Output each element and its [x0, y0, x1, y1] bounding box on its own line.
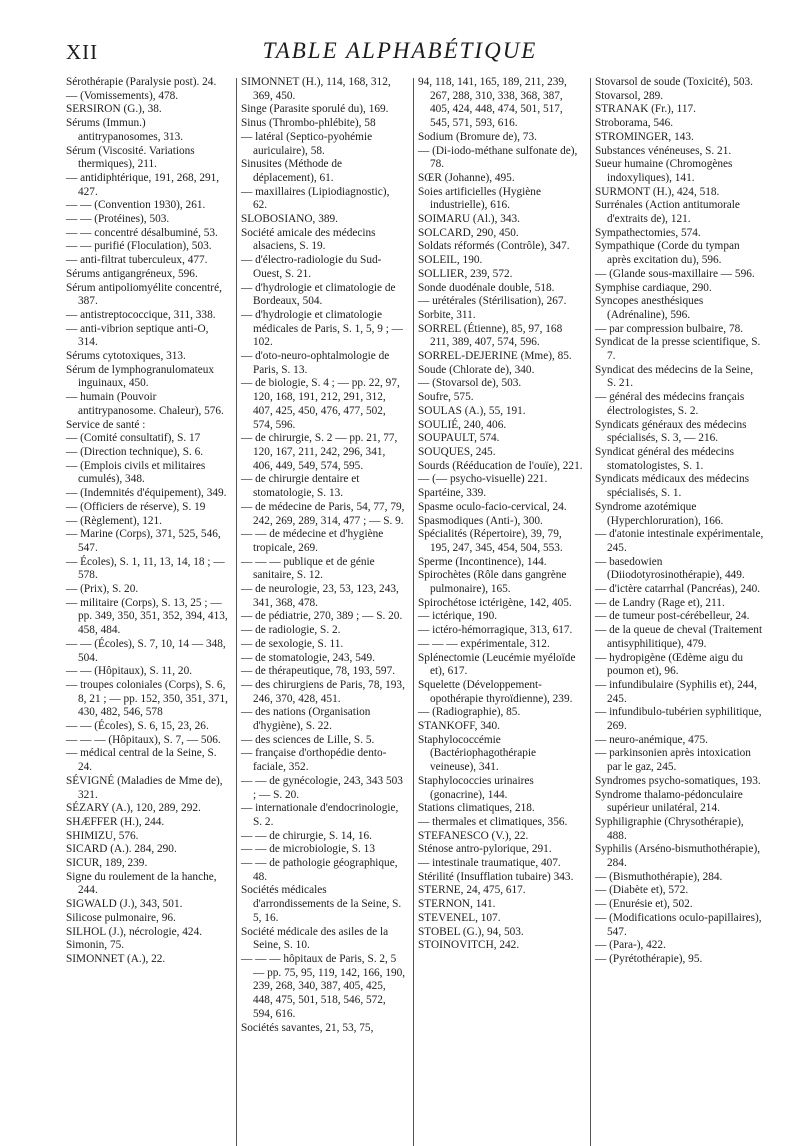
index-entry: — d'atonie intestinale expérimentale, 245.	[595, 528, 764, 554]
index-entry: Sténose antro-pylorique, 291.	[418, 843, 552, 856]
index-entry: Soldats réformés (Contrôle), 347.	[418, 240, 570, 253]
index-entry: — urétérales (Stérilisation), 267.	[418, 295, 567, 308]
index-entry: Soufre, 575.	[418, 391, 474, 404]
index-entry: — — de gynécologie, 243, 343 503 ; — S. 20.	[241, 774, 403, 801]
index-entry: Sourds (Rééducation de l'ouïe), 221.	[418, 459, 583, 472]
index-entry: — (Para-), 422.	[595, 939, 666, 952]
index-entry: — des chirurgiens de Paris, 78, 193, 246, 370, 428, 451.	[241, 678, 405, 705]
index-entry: Silicose pulmonaire, 96.	[66, 911, 176, 924]
index-entry: SIMONNET (H.), 114, 168, 312, 369, 450.	[241, 76, 391, 102]
index-entry: Syndicats médicaux des médecins spécialisés, S. 1.	[595, 473, 750, 500]
index-entry: Symphise cardiaque, 290.	[595, 281, 712, 294]
index-entry: Syncopes anesthésiques (Adrénaline), 596.	[595, 295, 704, 321]
index-entry: Sinusites (Méthode de déplacement), 61.	[241, 158, 343, 184]
index-entry: Stérilité (Insufflation tubaire) 343.	[418, 870, 574, 883]
index-entry: Signe du roulement de la hanche, 244.	[66, 870, 217, 897]
index-entry: Stroborama, 546.	[595, 117, 674, 130]
index-entry: Sérum (Viscosité. Variations thermiques), 211.	[66, 144, 195, 171]
index-entry: Sérothérapie (Paralysie post). 24.	[66, 76, 217, 88]
index-entry: SOUQUES, 245.	[418, 445, 496, 458]
index-entry: 94, 118, 141, 165, 189, 211, 239, 267, 288, 310, 338, 368, 387, 405, 424, 448, 474, 501, 517, 545, 571, 593, 616.	[418, 76, 567, 130]
index-entry: — infundibulaire (Syphilis et), 244, 245.	[595, 678, 757, 705]
index-entry: Syndromes psycho-somatiques, 193.	[595, 774, 761, 787]
index-entry: — (Modifications oculo-papillaires), 547.	[595, 911, 762, 938]
index-entry: — de sexologie, S. 11.	[241, 637, 344, 650]
index-entry: — basedowien (Diiodotyrosinothérapie), 449.	[595, 555, 745, 582]
index-entry: Sociétés médicales d'arrondissements de la Seine, S. 5, 16.	[241, 884, 402, 924]
index-entry: — ictérique, 190.	[418, 610, 498, 623]
index-entry: — (Diabète et), 572.	[595, 884, 689, 897]
index-entry: Splénectomie (Leucémie myéloïde et), 617.	[418, 651, 576, 678]
index-entry: — (Direction technique), S. 6.	[66, 445, 204, 458]
index-entry: — — — publique et de génie sanitaire, S. 12.	[241, 555, 375, 582]
index-entry: — de biologie, S. 4 ; — pp. 22, 97, 120, 168, 191, 212, 291, 312, 407, 425, 450, 476, 477, 502, 574, 596.	[241, 377, 400, 431]
index-entry: SHIMIZU, 576.	[66, 829, 139, 842]
index-entry: STERNON, 141.	[418, 898, 496, 911]
index-entry: — — concentré désalbuminé, 53.	[66, 226, 218, 239]
index-entry: Société médicale des asiles de la Seine, S. 10.	[241, 925, 389, 952]
index-entry: SURMONT (H.), 424, 518.	[595, 185, 720, 198]
index-entry: — — (Protéines), 503.	[66, 213, 170, 226]
index-entry: — de chirurgie, S. 2 — pp. 21, 77, 120, 167, 211, 242, 296, 341, 406, 449, 549, 574, 595.	[241, 432, 398, 472]
index-entry: SICARD (A.). 284, 290.	[66, 843, 177, 856]
index-entry: Sérums antigangréneux, 596.	[66, 267, 198, 280]
index-entry: SOLEIL, 190.	[418, 254, 483, 267]
index-entry: — anti-vibrion septique anti-O, 314.	[66, 322, 209, 349]
index-entry: SILHOL (J.), nécrologie, 424.	[66, 925, 203, 938]
index-column-2	[241, 76, 406, 1035]
index-entry: — d'électro-radiologie du Sud-Ouest, S. 21.	[241, 254, 382, 280]
index-entry: Société amicale des médecins alsaciens, S. 19.	[241, 226, 376, 253]
index-entry: — antidiphtérique, 191, 268, 291, 427.	[66, 171, 220, 198]
index-entry: — de stomatologie, 243, 549.	[241, 651, 375, 664]
index-entry: Soies artificielles (Hygiène industrielle), 616.	[418, 185, 541, 212]
index-entry: — de thérapeutique, 78, 193, 597.	[241, 665, 396, 678]
index-entry: Spasmodiques (Anti-), 300.	[418, 514, 543, 527]
index-entry: — — — expérimentale, 312.	[418, 637, 550, 650]
index-entry: Spirochètes (Rôle dans gangrène pulmonaire), 165.	[418, 569, 567, 596]
index-entry: — thermales et climatiques, 356.	[418, 815, 568, 828]
index-entry: SÉVIGNÉ (Maladies de Mme de), 321.	[66, 774, 223, 801]
index-entry: SOIMARU (Al.), 343.	[418, 213, 520, 226]
column-divider	[590, 78, 591, 1146]
index-entry: — médical central de la Seine, S. 24.	[66, 747, 217, 774]
index-entry: — (Bismuthothérapie), 284.	[595, 870, 723, 883]
index-entry: — maxillaires (Lipiodiagnostic), 62.	[241, 185, 390, 212]
index-entry: — neuro-anémique, 475.	[595, 733, 708, 746]
index-entry: Spartéine, 339.	[418, 487, 487, 500]
index-entry: STERNE, 24, 475, 617.	[418, 884, 526, 897]
index-entry: SŒR (Johanne), 495.	[418, 171, 515, 184]
index-entry: SIGWALD (J.), 343, 501.	[66, 898, 183, 911]
index-entry: Staphylococcies urinaires (gonacrine), 144.	[418, 774, 534, 801]
index-entry: — infundibulo-tubérien syphilitique, 269.	[595, 706, 762, 733]
index-entry: Sinus (Thrombo-phlébite), 58	[241, 117, 376, 130]
index-entry: SORREL-DEJERINE (Mme), 85.	[418, 350, 572, 363]
index-entry: Spasme oculo-facio-cervical, 24.	[418, 500, 567, 513]
index-entry: Syndicat général des médecins stomatologistes, S. 1.	[595, 445, 734, 472]
index-entry: Squelette (Développement-opothérapie thyroïdienne), 239.	[418, 678, 573, 705]
index-entry: — troupes coloniales (Corps), S. 6, 8, 21 ; — pp. 152, 350, 351, 371, 430, 482, 546, 578	[66, 678, 228, 719]
index-entry: Syndrome thalamo-pédonculaire supérieur unilatéral, 214.	[595, 788, 743, 815]
index-entry: — parkinsonien après intoxication par le gaz, 245.	[595, 747, 751, 774]
index-entry: STANKOFF, 340.	[418, 720, 500, 733]
index-entry: SOUPAULT, 574.	[418, 432, 500, 445]
index-entry: — (Stovarsol de), 503.	[418, 377, 522, 390]
index-entry: — (Pyrétothérapie), 95.	[595, 953, 703, 965]
index-entry: — — (Écoles), S. 7, 10, 14 — 348, 504.	[66, 637, 226, 664]
index-entry: Sociétés savantes, 21, 53, 75,	[241, 1021, 374, 1034]
index-entry: Spirochétose ictérigène, 142, 405.	[418, 596, 572, 609]
index-entry: STROMINGER, 143.	[595, 130, 694, 143]
index-entry: Singe (Parasite sporulé du), 169.	[241, 103, 389, 116]
index-entry: — (Di-iodo-méthane sulfonate de), 78.	[418, 144, 578, 171]
index-entry: — (Indemnités d'équipement), 349.	[66, 487, 227, 500]
index-entry: — (— psycho-visuelle) 221.	[418, 473, 548, 486]
index-entry: Staphylococcémie (Bactériophagothérapie veineuse), 341.	[418, 733, 537, 774]
index-entry: — (Officiers de réserve), S. 19	[66, 500, 206, 513]
index-entry: — ictéro-hémorragique, 313, 617.	[418, 624, 573, 637]
page-title: TABLE ALPHABÉTIQUE	[262, 38, 538, 63]
index-entry: — internationale d'endocrinologie, S. 2.	[241, 802, 399, 828]
index-entry: SLOBOSIANO, 389.	[241, 213, 338, 226]
index-entry: — d'ictère catarrhal (Pancréas), 240.	[595, 583, 761, 596]
index-entry: SICUR, 189, 239.	[66, 857, 148, 870]
index-entry: — hydropigène (Œdème aigu du poumon et), 96.	[595, 651, 744, 678]
index-entry: — — de pathologie géographique, 48.	[241, 857, 398, 883]
index-entry: — de pédiatrie, 270, 389 ; — S. 20.	[241, 610, 403, 623]
index-entry: — de Landry (Rage et), 211.	[595, 596, 725, 609]
index-entry: Sonde duodénale double, 518.	[418, 281, 555, 294]
index-entry: — antistreptococcique, 311, 338.	[66, 308, 216, 321]
index-entry: — — de chirurgie, S. 14, 16.	[241, 829, 372, 842]
index-entry: — — purifié (Floculation), 503.	[66, 240, 212, 253]
index-entry: — (Glande sous-maxillaire — 596.	[595, 267, 755, 280]
index-entry: STOBEL (G.), 94, 503.	[418, 925, 524, 938]
index-entry: — d'hydrologie et climatologie de Bordeaux, 504.	[241, 281, 396, 308]
index-entry: — latéral (Septico-pyohémie auriculaire), 58.	[241, 130, 373, 157]
index-entry: Syndicat de la presse scientifique, S. 7.	[595, 336, 761, 363]
index-entry: — Marine (Corps), 371, 525, 546, 547.	[66, 528, 221, 554]
index-entry: Syndicats généraux des médecins spécialisés, S. 3, — 216.	[595, 418, 747, 445]
index-entry: SOULIÉ, 240, 406.	[418, 418, 507, 431]
index-entry: Sympathectomies, 574.	[595, 226, 701, 239]
index-entry: Sérum antipoliomyélite concentré, 387.	[66, 281, 222, 308]
index-entry: SÉZARY (A.), 120, 289, 292.	[66, 802, 201, 815]
index-entry: — de la queue de cheval (Traitement antisyphilitique), 479.	[595, 624, 763, 650]
index-entry: — (Radiographie), 85.	[418, 706, 521, 719]
index-entry: — (Emplois civils et militaires cumulés), 348.	[66, 459, 206, 486]
index-entry: STEVENEL, 107.	[418, 911, 501, 924]
index-entry: STEFANESCO (V.), 22.	[418, 829, 529, 842]
index-entry: — — de médecine et d'hygiène tropicale, 269.	[241, 528, 384, 554]
index-entry: — Écoles), S. 1, 11, 13, 14, 18 ; — 578.	[66, 555, 225, 582]
index-entry: — des sciences de Lille, S. 5.	[241, 733, 375, 746]
index-entry: — — (Convention 1930), 261.	[66, 199, 206, 212]
index-entry: Sorbite, 311.	[418, 308, 476, 321]
index-entry: SIMONNET (A.), 22.	[66, 953, 166, 965]
column-divider	[413, 78, 414, 1146]
index-entry: Substances vénéneuses, S. 21.	[595, 144, 732, 157]
index-entry: — de médecine de Paris, 54, 77, 79, 242, 269, 289, 314, 477 ; — S. 9.	[241, 500, 405, 527]
index-entry: — — de microbiologie, S. 13	[241, 843, 375, 856]
index-entry: — (Enurésie et), 502.	[595, 898, 693, 911]
index-entry: — d'oto-neuro-ophtalmologie de Paris, S. 13.	[241, 350, 390, 376]
index-entry: — (Prix), S. 20.	[66, 583, 139, 596]
index-entry: — d'hydrologie et climatologie médicales de Paris, S. 1, 5, 9 ; — 102.	[241, 308, 403, 349]
index-entry: SERSIRON (G.), 38.	[66, 103, 162, 116]
index-entry: Syphilis (Arséno-bismuthothérapie), 284.	[595, 843, 761, 870]
index-entry: — de chirurgie dentaire et stomatologie, S. 13.	[241, 473, 360, 500]
index-entry: — — (Écoles), S. 6, 15, 23, 26.	[66, 720, 209, 733]
index-entry: — (Comité consultatif), S. 17	[66, 432, 201, 445]
index-entry: Syndicat des médecins de la Seine, S. 21.	[595, 363, 754, 390]
index-entry: SOLLIER, 239, 572.	[418, 267, 513, 280]
index-entry: Service de santé :	[66, 418, 146, 431]
index-entry: — — (Hôpitaux), S. 11, 20.	[66, 665, 193, 678]
index-entry: Sodium (Bromure de), 73.	[418, 130, 537, 143]
index-entry: SOLCARD, 290, 450.	[418, 226, 519, 239]
index-entry: — française d'orthopédie dento-faciale, 352.	[241, 747, 387, 774]
index-entry: Surrénales (Action antitumorale d'extraits de), 121.	[595, 199, 740, 226]
index-entry: — — — (Hôpitaux), S. 7, — 506.	[66, 733, 221, 746]
page-number: XII	[66, 40, 99, 64]
index-entry: — par compression bulbaire, 78.	[595, 322, 744, 335]
index-entry: Sérums cytotoxiques, 313.	[66, 350, 186, 363]
index-entry: — (Vomissements), 478.	[66, 89, 179, 102]
index-column-3	[418, 76, 584, 953]
index-entry: SORREL (Étienne), 85, 97, 168 211, 389, 407, 574, 596.	[418, 322, 563, 349]
index-entry: Soude (Chlorate de), 340.	[418, 363, 535, 376]
index-entry: SHÆFFER (H.), 244.	[66, 815, 165, 828]
index-entry: STOINOVITCH, 242.	[418, 939, 520, 952]
index-entry: Sperme (Incontinence), 144.	[418, 555, 547, 568]
index-entry: — (Règlement), 121.	[66, 514, 163, 527]
index-entry: — militaire (Corps), S. 13, 25 ; — pp. 349, 350, 351, 352, 394, 413, 458, 484.	[66, 596, 228, 637]
index-entry: — de radiologie, S. 2.	[241, 624, 341, 637]
column-divider	[236, 78, 237, 1146]
index-entry: — humain (Pouvoir antitrypanosome. Chaleur), 576.	[66, 391, 224, 417]
index-entry: Syphiligraphie (Chrysothérapie), 488.	[595, 815, 744, 842]
index-entry: Spécialités (Répertoire), 39, 79, 195, 247, 345, 454, 504, 553.	[418, 528, 563, 554]
index-entry: SOULAS (A.), 55, 191.	[418, 404, 526, 417]
index-entry: — général des médecins français électrologistes, S. 2.	[595, 391, 745, 417]
index-entry: Sérum de lymphogranulomateux inguinaux, 450.	[66, 363, 215, 390]
index-entry: — — — hôpitaux de Paris, S. 2, 5 — pp. 75, 95, 119, 142, 166, 190, 239, 268, 340, 387, 405, 425, 448, 475, 501, 518, 546, 572, 594, 616.	[241, 953, 406, 1020]
index-entry: Stovarsol de soude (Toxicité), 503.	[595, 76, 753, 88]
index-entry: Sueur humaine (Chromogènes indoxyliques), 141.	[595, 158, 733, 184]
index-entry: — intestinale traumatique, 407.	[418, 857, 561, 870]
index-column-4	[595, 76, 765, 967]
index-entry: Sympathique (Corde du tympan après excitation du), 596.	[595, 240, 740, 267]
index-entry: Sérums (Immun.) antitrypanosomes, 313.	[66, 117, 184, 143]
index-entry: — des nations (Organisation d'hygiène), S. 22.	[241, 706, 371, 733]
index-column-1	[66, 76, 230, 967]
index-entry: Stations climatiques, 218.	[418, 802, 535, 815]
index-entry: — de tumeur post-cérébelleur, 24.	[595, 610, 750, 623]
index-entry: — de neurologie, 23, 53, 123, 243, 341, 368, 478.	[241, 583, 399, 609]
index-entry: Simonin, 75.	[66, 939, 125, 952]
index-entry: STRANAK (Fr.), 117.	[595, 103, 696, 116]
index-entry: Stovarsol, 289.	[595, 89, 664, 102]
index-entry: Syndrome azotémique (Hyperchloruration), 166.	[595, 500, 724, 527]
index-entry: — anti-filtrat tuberculeux, 477.	[66, 254, 208, 267]
